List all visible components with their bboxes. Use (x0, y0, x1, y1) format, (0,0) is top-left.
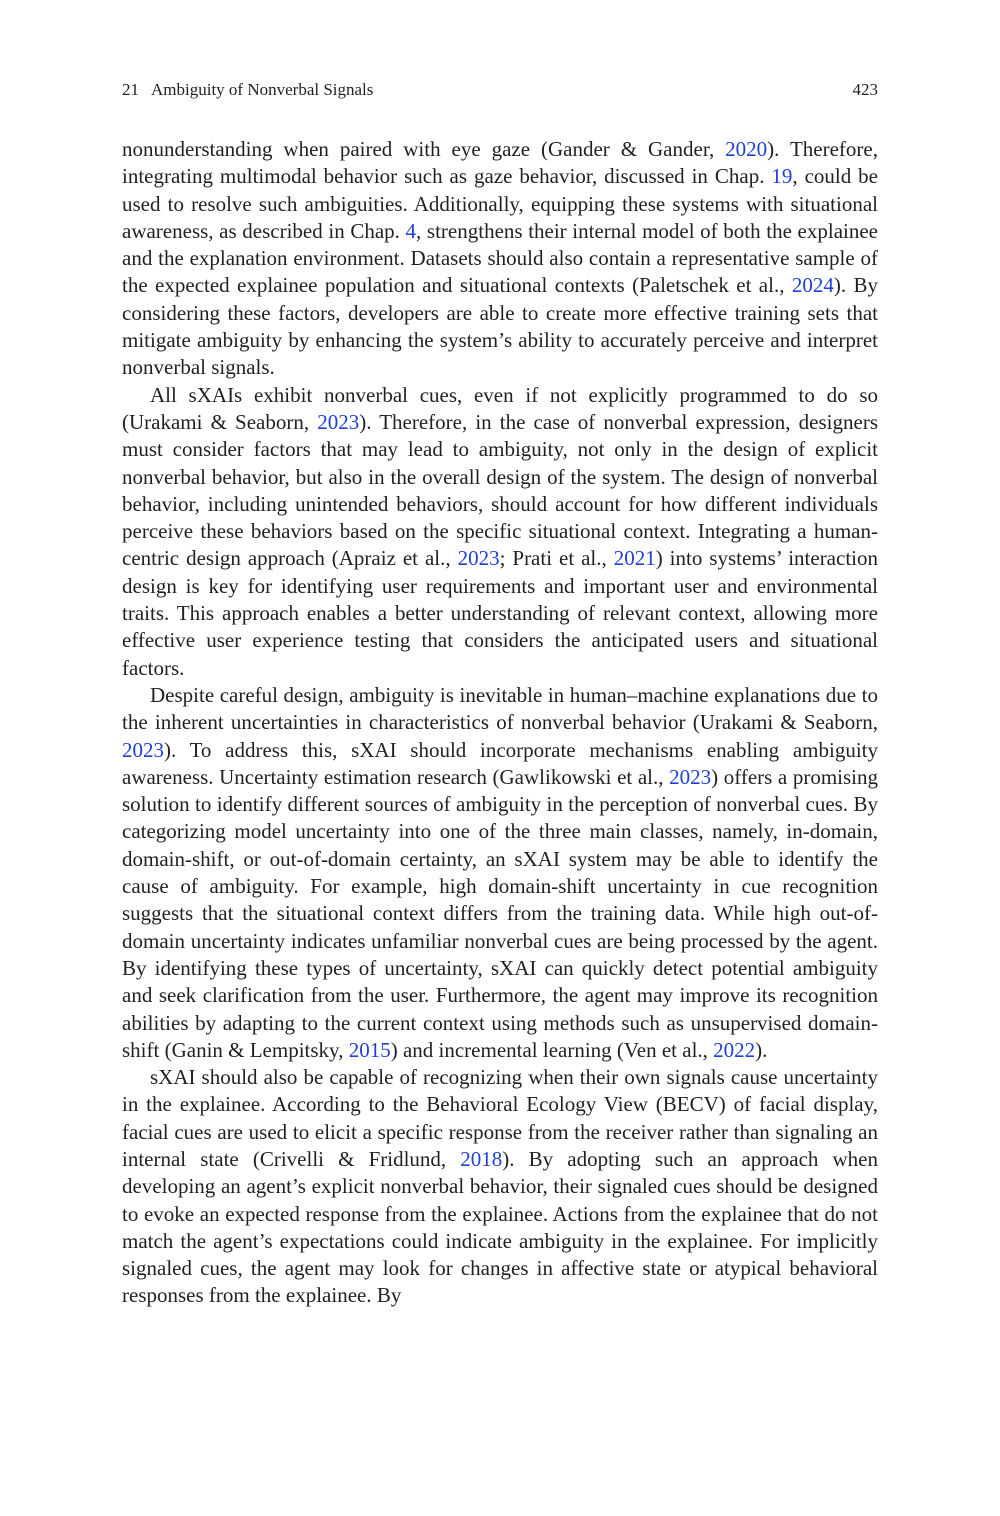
citation-link[interactable]: 2018 (460, 1146, 503, 1171)
paragraph-text: , strengthens their internal model of both the explainee and the explanation environment. Datasets should also contain a representative sample of the expected explainee population and situational contexts (Paletschek et al., (122, 218, 879, 298)
citation-link[interactable]: 2023 (669, 764, 712, 789)
paragraph (122, 382, 878, 682)
citation-link[interactable]: 2024 (791, 273, 834, 298)
citation-link[interactable]: 19 (771, 164, 793, 189)
paragraph-text: ). By adopting such an approach when developing an agent’s explicit nonverbal behavior, their signaled cues should be designed to evoke an expected response from the explainee. Actions from the explainee that do not match the agent’s expectations could indicate ambiguity in the explainee. For implicitly signaled cues, the agent may look for changes in affective state or atypical behavioral responses from the explainee. By (122, 1146, 878, 1308)
paragraph-text: ). By considering these factors, developers are able to create more effective training sets that mitigate ambiguity by enhancing the system’s ability to accurately perceive and interpret nonverbal signals. (122, 273, 878, 380)
paragraph-text: ). (755, 1037, 768, 1062)
citation-link[interactable]: 2015 (348, 1037, 391, 1062)
paragraph-text: sXAI should also be capable of recognizing when their own signals cause uncertainty in the explainee. According to the Behavioral Ecology View (BECV) of facial display, facial cues are used to elicit a specific response from the receiver rather than signaling an internal state (Crivelli & Fridlund, (122, 1065, 878, 1171)
paragraph-text: ). Therefore, integrating multimodal behavior such as gaze behavior, discussed in Chap. (122, 137, 878, 189)
paragraph-text: ) into systems’ interaction design is key for identifying user requirements and important user and environmental traits. This approach enables a better understanding of relevant context, allowing more effective user experience testing that considers the anticipated users and situational factors. (122, 546, 878, 680)
running-head (122, 78, 878, 102)
paragraph-text: ) offers a promising solution to identify different sources of ambiguity in the perception of nonverbal cues. By categorizing model uncertainty into one of the three main classes, namely, in-domain, domain-shift, or out-of-domain certainty, an sXAI system may be able to identify the cause of ambiguity. For example, high domain-shift uncertainty in cue recognition suggests that the situational context differs from the training data. While high out-of-domain uncertainty indicates unfamiliar nonverbal cues are being processed by the agent. By identifying these types of uncertainty, sXAI can quickly detect potential ambiguity and seek clarification from the user. Furthermore, the agent may improve its recognition abilities by adapting to the current context using methods such as unsupervised domain-shift (Ganin & Lempitsky, (122, 764, 878, 1062)
paragraph-text: ). Therefore, in the case of nonverbal expression, designers must consider factors that may lead to ambiguity, not only in the design of explicit nonverbal behavior, but also in the overall design of the system. The design of nonverbal behavior, including unintended behaviors, should account for how different individuals perceive these behaviors based on the specific situational context. Integrating a human-centric design approach (Apraiz et al., (122, 409, 878, 571)
chapter-title: Ambiguity of Nonverbal Signals (151, 80, 374, 99)
paragraph (122, 136, 878, 382)
body-text (122, 136, 878, 1310)
citation-link[interactable]: 2023 (457, 546, 500, 571)
running-head-left (122, 78, 373, 102)
citation-link[interactable]: 2021 (613, 546, 656, 571)
paragraph-text: ; Prati et al., (499, 546, 614, 571)
citation-link[interactable]: 2020 (725, 137, 768, 161)
citation-link[interactable]: 2023 (122, 737, 164, 762)
paragraph-text: nonunderstanding when paired with eye gaze (Gander & Gander, (122, 137, 726, 161)
paragraph-text: , could be used to resolve such ambiguities. Additionally, equipping these systems with situational awareness, as described in Chap. (122, 164, 878, 243)
paragraph-text: ). To address this, sXAI should incorporate mechanisms enabling ambiguity awareness. Uncertainty estimation research (Gawlikowski et al., (122, 737, 878, 789)
paragraph (122, 1064, 878, 1310)
chapter-number: 21 (122, 80, 139, 99)
page-number: 423 (852, 80, 878, 99)
citation-link[interactable]: 2023 (317, 409, 360, 434)
citation-link[interactable]: 2022 (713, 1037, 756, 1062)
citation-link[interactable]: 4 (405, 218, 417, 243)
paragraph-text: All sXAIs exhibit nonverbal cues, even if not explicitly programmed to do so (Urakami & Seaborn, (122, 382, 878, 434)
paragraph-text: Despite careful design, ambiguity is inevitable in human–machine explanations due to the inherent uncertainties in characteristics of nonverbal behavior (Urakami & Seaborn, (122, 682, 878, 735)
paragraph (122, 682, 878, 1064)
paragraph-text: ) and incremental learning (Ven et al., (390, 1037, 714, 1062)
